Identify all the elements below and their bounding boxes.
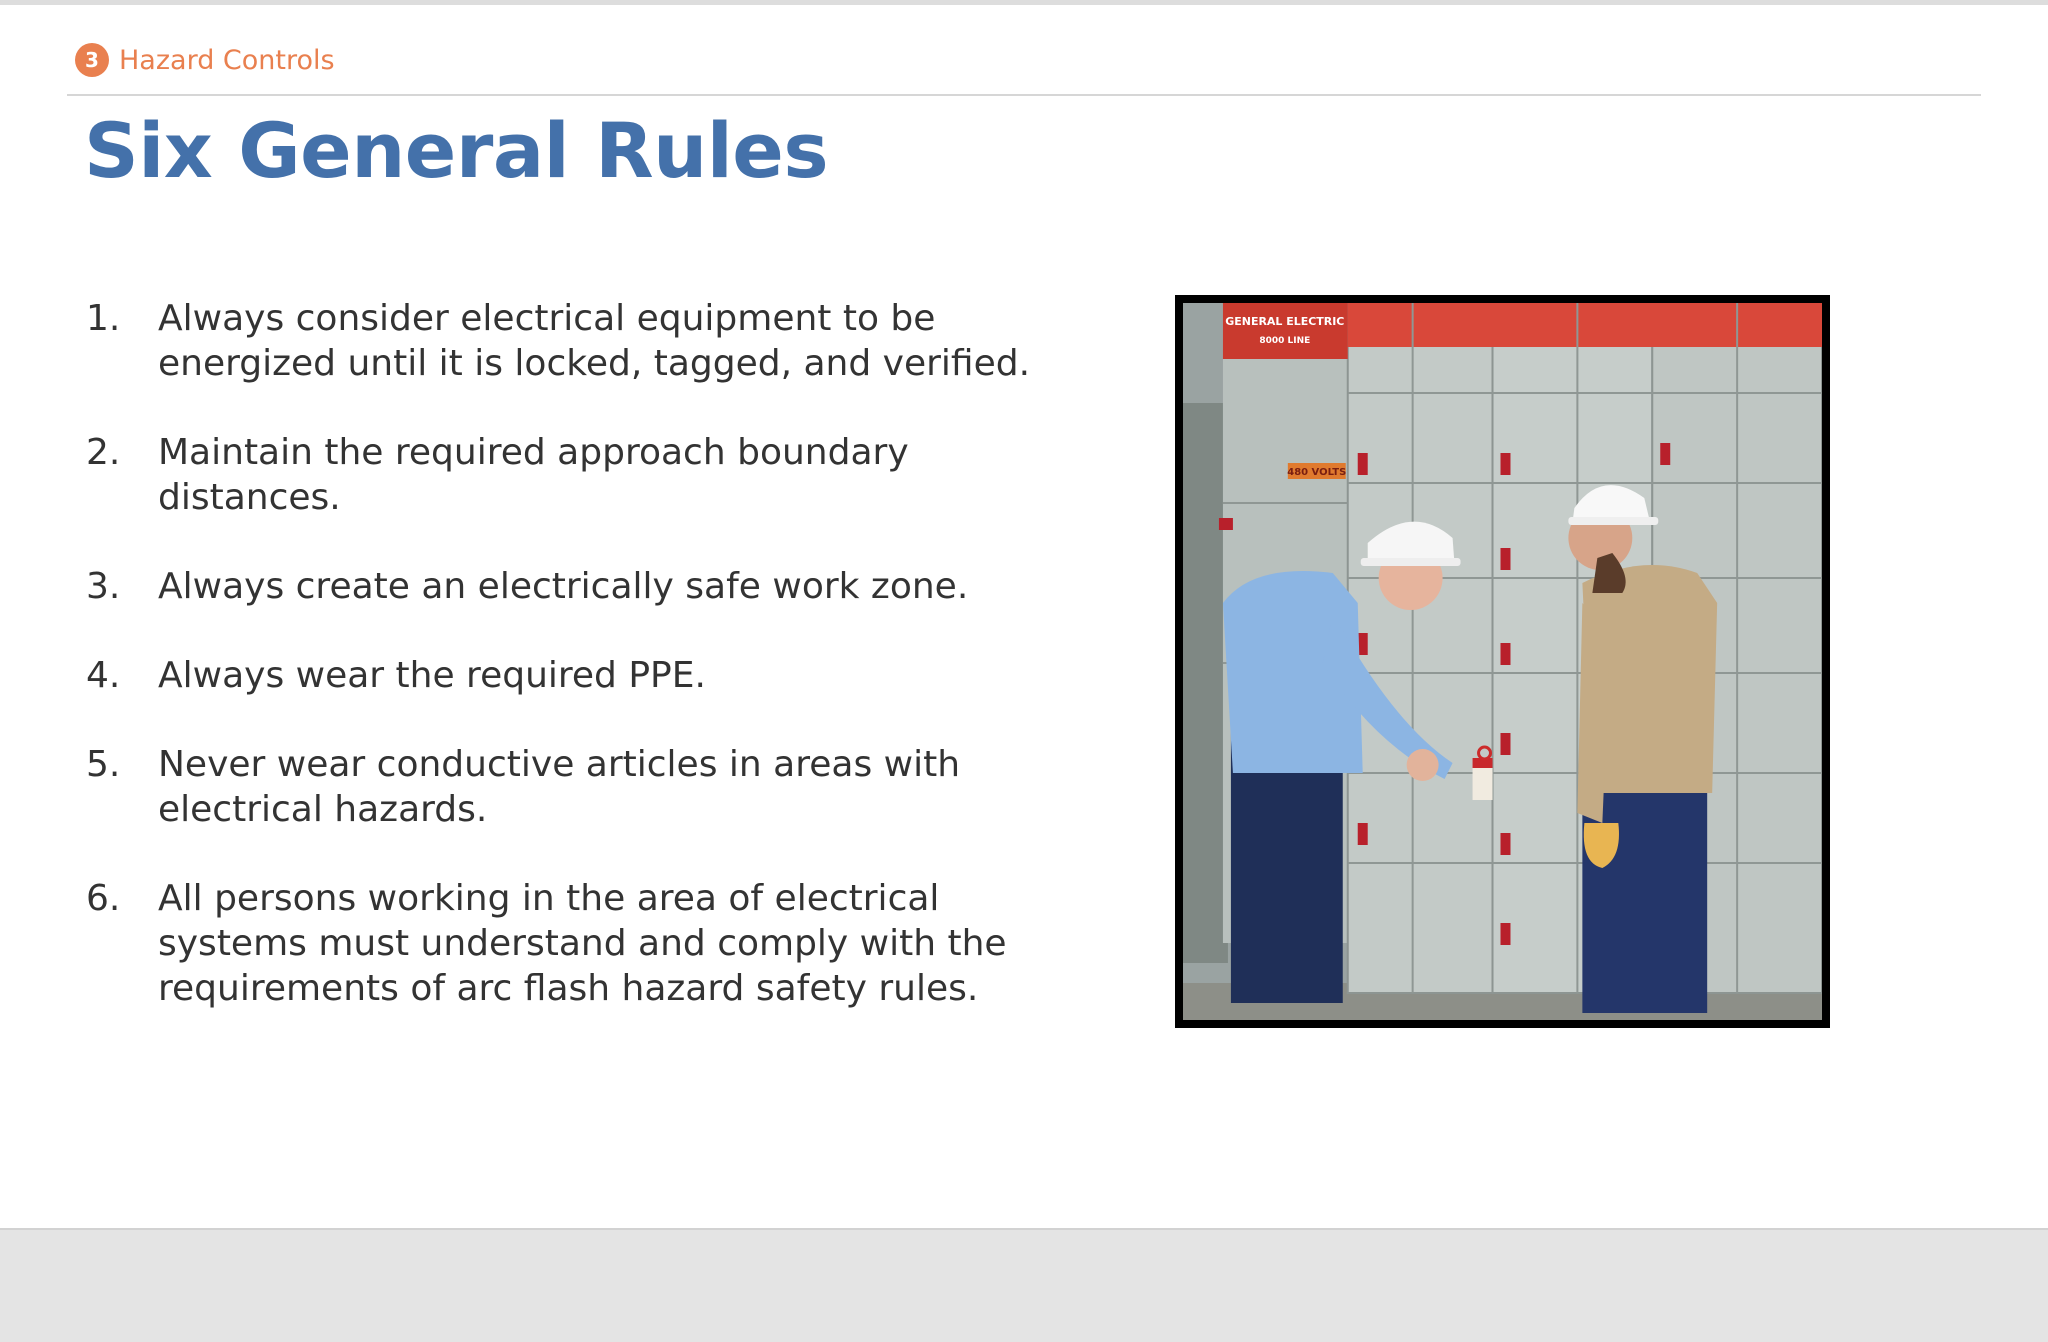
rule-text [158, 564, 1106, 609]
section-number-badge: 3 [75, 43, 109, 77]
rule-item [86, 653, 1106, 698]
rule-number: 1. [86, 298, 121, 339]
rule-line: electrical hazards. [158, 789, 488, 830]
rule-number: 2. [86, 432, 121, 473]
rule-text [158, 742, 1106, 832]
rule-number: 3. [86, 566, 121, 607]
rule-item [86, 430, 1106, 520]
rule-text [158, 430, 1106, 520]
lockout-tagout-photo [1183, 303, 1822, 1020]
panel-series-text: 8000 LINE [1259, 335, 1311, 347]
rule-text [158, 296, 1106, 386]
page-title: Six General Rules [84, 106, 829, 195]
rule-item [86, 564, 1106, 609]
photo-frame [1175, 295, 1830, 1028]
section-header [75, 43, 335, 77]
header-divider [67, 94, 1981, 96]
panel-brand-text: GENERAL ELECTRIC [1225, 314, 1345, 329]
voltage-label-text: 480 VOLTS [1287, 466, 1347, 479]
rule-item [86, 742, 1106, 832]
rule-item [86, 876, 1106, 1011]
top-strip [0, 0, 2048, 5]
footer-bar [0, 1228, 2048, 1342]
rule-line: Always create an electrically safe work zone. [158, 566, 969, 607]
rule-line: systems must understand and comply with the [158, 923, 1007, 964]
rule-number: 6. [86, 878, 121, 919]
rules-list [86, 296, 1106, 1055]
rule-text [158, 876, 1106, 1011]
rule-line: Maintain the required approach boundary [158, 432, 909, 473]
rule-line: requirements of arc flash hazard safety rules. [158, 968, 979, 1009]
rule-number: 4. [86, 655, 121, 696]
rule-line: Never wear conductive articles in areas with [158, 744, 961, 785]
section-label: Hazard Controls [119, 44, 335, 76]
rule-number: 5. [86, 744, 121, 785]
rule-line: Always consider electrical equipment to be [158, 298, 936, 339]
rule-line: All persons working in the area of electrical [158, 878, 940, 919]
rule-line: distances. [158, 477, 341, 518]
rule-line: Always wear the required PPE. [158, 655, 706, 696]
rule-item [86, 296, 1106, 386]
rule-line: energized until it is locked, tagged, and verified. [158, 343, 1031, 384]
rule-text [158, 653, 1106, 698]
